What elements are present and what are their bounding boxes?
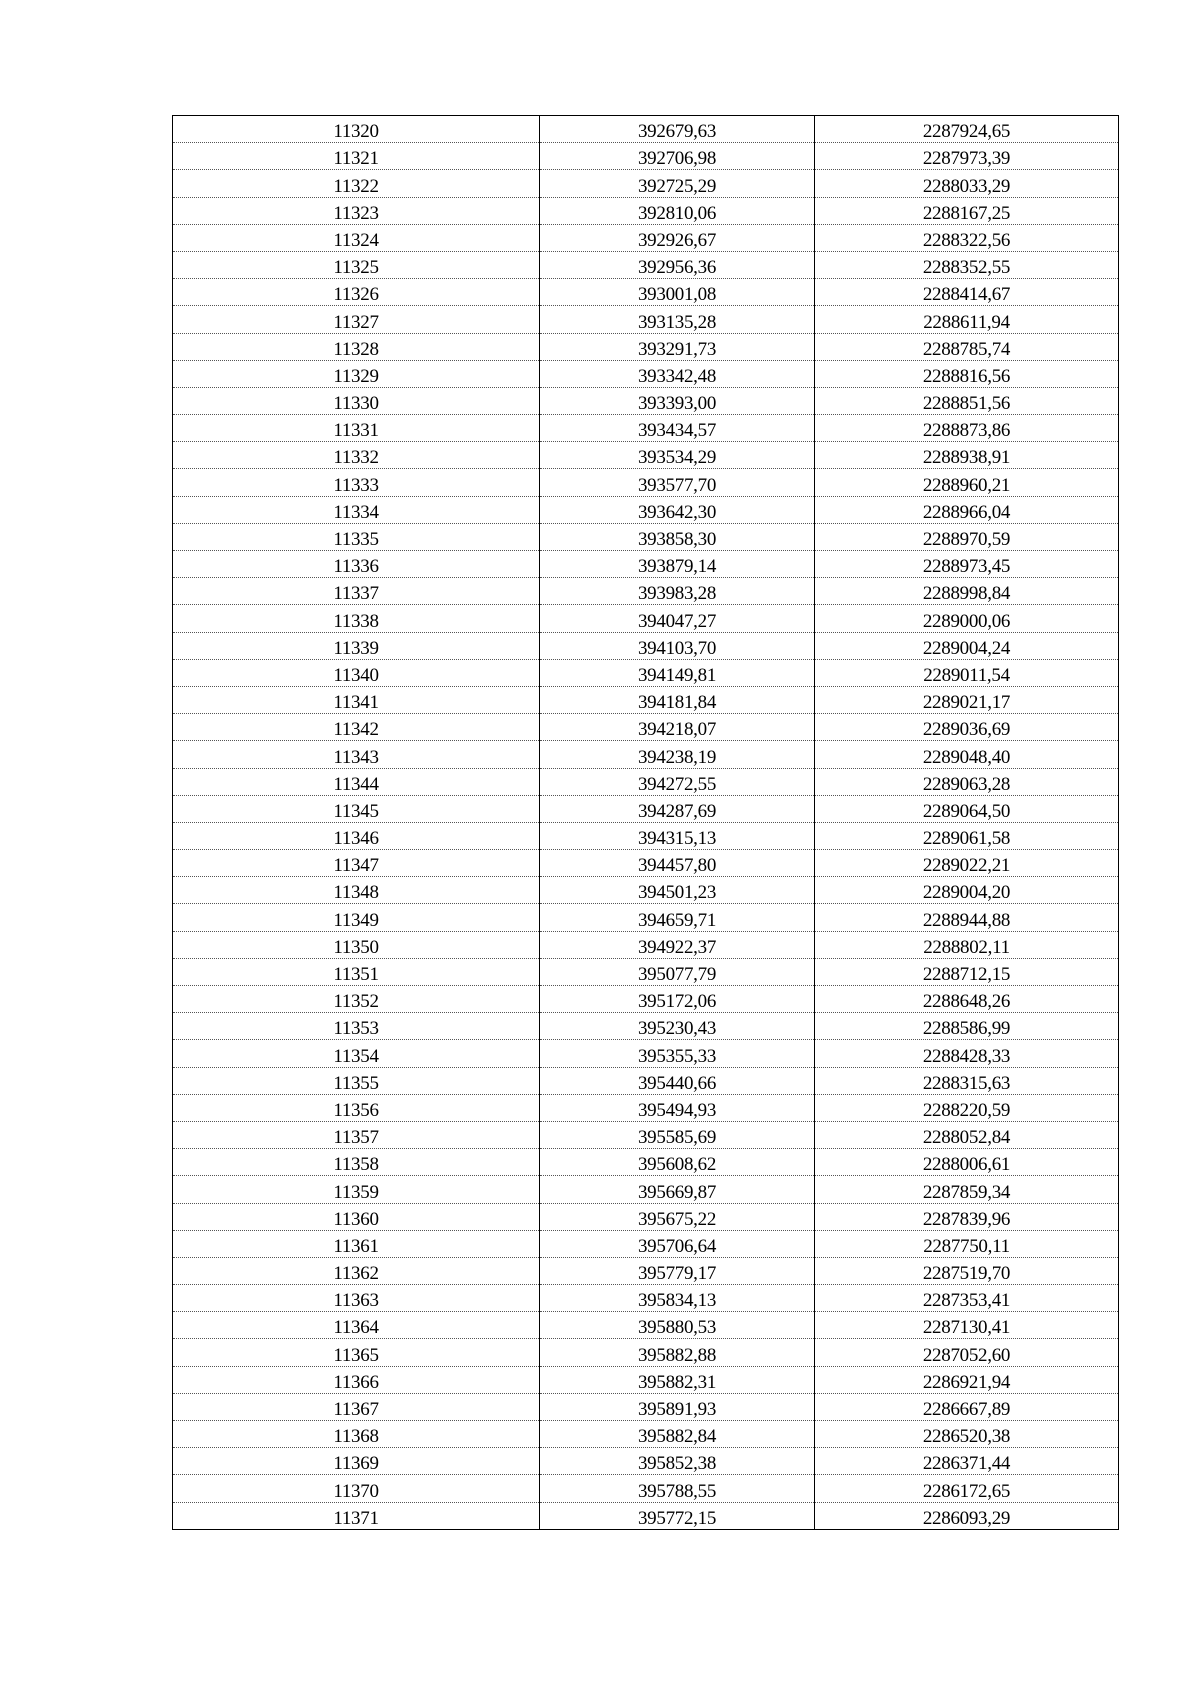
point-number-cell: 11334: [173, 496, 540, 523]
point-number-cell: 11360: [173, 1203, 540, 1230]
table-row: [173, 1448, 1119, 1475]
x-coordinate-cell: 395669,87: [540, 1176, 815, 1203]
table-row: [173, 1230, 1119, 1257]
x-coordinate-cell: 394218,07: [540, 714, 815, 741]
y-coordinate-cell: 2286520,38: [815, 1421, 1119, 1448]
x-coordinate-cell: 394238,19: [540, 741, 815, 768]
x-coordinate-cell: 395880,53: [540, 1312, 815, 1339]
point-number-cell: 11355: [173, 1067, 540, 1094]
y-coordinate-cell: 2287750,11: [815, 1230, 1119, 1257]
table-row: [173, 387, 1119, 414]
table-row: [173, 1393, 1119, 1420]
point-number-cell: 11324: [173, 224, 540, 251]
point-number-cell: 11320: [173, 116, 540, 143]
point-number-cell: 11321: [173, 143, 540, 170]
x-coordinate-cell: 393434,57: [540, 415, 815, 442]
y-coordinate-cell: 2288785,74: [815, 333, 1119, 360]
table-row: [173, 1121, 1119, 1148]
y-coordinate-cell: 2289004,20: [815, 877, 1119, 904]
x-coordinate-cell: 395779,17: [540, 1257, 815, 1284]
y-coordinate-cell: 2288315,63: [815, 1067, 1119, 1094]
y-coordinate-cell: 2289004,24: [815, 632, 1119, 659]
x-coordinate-cell: 395230,43: [540, 1013, 815, 1040]
x-coordinate-cell: 395077,79: [540, 958, 815, 985]
x-coordinate-cell: 392926,67: [540, 224, 815, 251]
y-coordinate-cell: 2288648,26: [815, 986, 1119, 1013]
table-row: [173, 578, 1119, 605]
point-number-cell: 11363: [173, 1285, 540, 1312]
point-number-cell: 11365: [173, 1339, 540, 1366]
table-row: [173, 415, 1119, 442]
y-coordinate-cell: 2288052,84: [815, 1121, 1119, 1148]
point-number-cell: 11368: [173, 1421, 540, 1448]
point-number-cell: 11347: [173, 850, 540, 877]
point-number-cell: 11371: [173, 1502, 540, 1529]
point-number-cell: 11325: [173, 251, 540, 278]
table-row: [173, 279, 1119, 306]
table-row: [173, 170, 1119, 197]
y-coordinate-cell: 2288944,88: [815, 904, 1119, 931]
table-row: [173, 1502, 1119, 1529]
y-coordinate-cell: 2288712,15: [815, 958, 1119, 985]
y-coordinate-cell: 2286172,65: [815, 1475, 1119, 1502]
x-coordinate-cell: 394315,13: [540, 822, 815, 849]
table-row: [173, 958, 1119, 985]
x-coordinate-cell: 393534,29: [540, 442, 815, 469]
table-row: [173, 306, 1119, 333]
table-row: [173, 931, 1119, 958]
table-row: [173, 333, 1119, 360]
y-coordinate-cell: 2288973,45: [815, 551, 1119, 578]
table-row: [173, 795, 1119, 822]
point-number-cell: 11338: [173, 605, 540, 632]
point-number-cell: 11370: [173, 1475, 540, 1502]
x-coordinate-cell: 395882,31: [540, 1366, 815, 1393]
x-coordinate-cell: 394501,23: [540, 877, 815, 904]
point-number-cell: 11356: [173, 1094, 540, 1121]
table-row: [173, 632, 1119, 659]
point-number-cell: 11357: [173, 1121, 540, 1148]
table-row: [173, 224, 1119, 251]
y-coordinate-cell: 2289021,17: [815, 686, 1119, 713]
x-coordinate-cell: 395440,66: [540, 1067, 815, 1094]
point-number-cell: 11364: [173, 1312, 540, 1339]
x-coordinate-cell: 394659,71: [540, 904, 815, 931]
point-number-cell: 11354: [173, 1040, 540, 1067]
point-number-cell: 11330: [173, 387, 540, 414]
point-number-cell: 11332: [173, 442, 540, 469]
y-coordinate-cell: 2287519,70: [815, 1257, 1119, 1284]
x-coordinate-cell: 395494,93: [540, 1094, 815, 1121]
table-row: [173, 1475, 1119, 1502]
x-coordinate-cell: 394287,69: [540, 795, 815, 822]
x-coordinate-cell: 392810,06: [540, 197, 815, 224]
y-coordinate-cell: 2288352,55: [815, 251, 1119, 278]
y-coordinate-cell: 2288966,04: [815, 496, 1119, 523]
point-number-cell: 11322: [173, 170, 540, 197]
point-number-cell: 11343: [173, 741, 540, 768]
y-coordinate-cell: 2287052,60: [815, 1339, 1119, 1366]
table-row: [173, 1149, 1119, 1176]
y-coordinate-cell: 2289000,06: [815, 605, 1119, 632]
point-number-cell: 11349: [173, 904, 540, 931]
x-coordinate-cell: 395772,15: [540, 1502, 815, 1529]
point-number-cell: 11333: [173, 469, 540, 496]
y-coordinate-cell: 2286921,94: [815, 1366, 1119, 1393]
y-coordinate-cell: 2287839,96: [815, 1203, 1119, 1230]
point-number-cell: 11340: [173, 659, 540, 686]
table-row: [173, 360, 1119, 387]
table-row: [173, 822, 1119, 849]
point-number-cell: 11341: [173, 686, 540, 713]
table-row: [173, 496, 1119, 523]
x-coordinate-cell: 395355,33: [540, 1040, 815, 1067]
x-coordinate-cell: 395706,64: [540, 1230, 815, 1257]
table-row: [173, 1257, 1119, 1284]
table-row: [173, 251, 1119, 278]
table-row: [173, 686, 1119, 713]
y-coordinate-cell: 2288851,56: [815, 387, 1119, 414]
point-number-cell: 11361: [173, 1230, 540, 1257]
table-row: [173, 116, 1119, 143]
table-row: [173, 143, 1119, 170]
y-coordinate-cell: 2288322,56: [815, 224, 1119, 251]
table-row: [173, 442, 1119, 469]
point-number-cell: 11328: [173, 333, 540, 360]
y-coordinate-cell: 2288167,25: [815, 197, 1119, 224]
x-coordinate-cell: 394272,55: [540, 768, 815, 795]
point-number-cell: 11362: [173, 1257, 540, 1284]
table-row: [173, 1421, 1119, 1448]
coordinate-table: [172, 115, 1119, 1530]
point-number-cell: 11327: [173, 306, 540, 333]
coordinate-table-body: [173, 116, 1119, 1530]
x-coordinate-cell: 392956,36: [540, 251, 815, 278]
y-coordinate-cell: 2286667,89: [815, 1393, 1119, 1420]
y-coordinate-cell: 2288970,59: [815, 523, 1119, 550]
x-coordinate-cell: 392706,98: [540, 143, 815, 170]
point-number-cell: 11358: [173, 1149, 540, 1176]
table-row: [173, 197, 1119, 224]
x-coordinate-cell: 395891,93: [540, 1393, 815, 1420]
y-coordinate-cell: 2289064,50: [815, 795, 1119, 822]
y-coordinate-cell: 2289063,28: [815, 768, 1119, 795]
table-row: [173, 1013, 1119, 1040]
y-coordinate-cell: 2287353,41: [815, 1285, 1119, 1312]
y-coordinate-cell: 2288873,86: [815, 415, 1119, 442]
point-number-cell: 11351: [173, 958, 540, 985]
y-coordinate-cell: 2288586,99: [815, 1013, 1119, 1040]
table-row: [173, 850, 1119, 877]
x-coordinate-cell: 394457,80: [540, 850, 815, 877]
table-row: [173, 469, 1119, 496]
x-coordinate-cell: 393577,70: [540, 469, 815, 496]
point-number-cell: 11366: [173, 1366, 540, 1393]
y-coordinate-cell: 2288611,94: [815, 306, 1119, 333]
table-row: [173, 1339, 1119, 1366]
x-coordinate-cell: 394149,81: [540, 659, 815, 686]
y-coordinate-cell: 2288414,67: [815, 279, 1119, 306]
x-coordinate-cell: 395882,84: [540, 1421, 815, 1448]
x-coordinate-cell: 392679,63: [540, 116, 815, 143]
table-row: [173, 1366, 1119, 1393]
point-number-cell: 11344: [173, 768, 540, 795]
y-coordinate-cell: 2288816,56: [815, 360, 1119, 387]
x-coordinate-cell: 392725,29: [540, 170, 815, 197]
point-number-cell: 11350: [173, 931, 540, 958]
table-row: [173, 1040, 1119, 1067]
x-coordinate-cell: 395675,22: [540, 1203, 815, 1230]
x-coordinate-cell: 393291,73: [540, 333, 815, 360]
y-coordinate-cell: 2289011,54: [815, 659, 1119, 686]
point-number-cell: 11346: [173, 822, 540, 849]
x-coordinate-cell: 393001,08: [540, 279, 815, 306]
x-coordinate-cell: 394181,84: [540, 686, 815, 713]
table-row: [173, 714, 1119, 741]
y-coordinate-cell: 2288220,59: [815, 1094, 1119, 1121]
y-coordinate-cell: 2288802,11: [815, 931, 1119, 958]
x-coordinate-cell: 393642,30: [540, 496, 815, 523]
table-row: [173, 1285, 1119, 1312]
point-number-cell: 11345: [173, 795, 540, 822]
x-coordinate-cell: 393858,30: [540, 523, 815, 550]
table-row: [173, 523, 1119, 550]
y-coordinate-cell: 2287859,34: [815, 1176, 1119, 1203]
x-coordinate-cell: 395585,69: [540, 1121, 815, 1148]
x-coordinate-cell: 395852,38: [540, 1448, 815, 1475]
y-coordinate-cell: 2287130,41: [815, 1312, 1119, 1339]
y-coordinate-cell: 2287973,39: [815, 143, 1119, 170]
x-coordinate-cell: 395834,13: [540, 1285, 815, 1312]
point-number-cell: 11329: [173, 360, 540, 387]
point-number-cell: 11359: [173, 1176, 540, 1203]
x-coordinate-cell: 393393,00: [540, 387, 815, 414]
y-coordinate-cell: 2288938,91: [815, 442, 1119, 469]
point-number-cell: 11337: [173, 578, 540, 605]
x-coordinate-cell: 395172,06: [540, 986, 815, 1013]
point-number-cell: 11335: [173, 523, 540, 550]
table-row: [173, 1312, 1119, 1339]
y-coordinate-cell: 2288998,84: [815, 578, 1119, 605]
x-coordinate-cell: 395788,55: [540, 1475, 815, 1502]
point-number-cell: 11342: [173, 714, 540, 741]
y-coordinate-cell: 2289061,58: [815, 822, 1119, 849]
point-number-cell: 11326: [173, 279, 540, 306]
point-number-cell: 11367: [173, 1393, 540, 1420]
table-row: [173, 741, 1119, 768]
table-row: [173, 1067, 1119, 1094]
x-coordinate-cell: 395882,88: [540, 1339, 815, 1366]
point-number-cell: 11339: [173, 632, 540, 659]
table-row: [173, 1203, 1119, 1230]
table-row: [173, 904, 1119, 931]
point-number-cell: 11323: [173, 197, 540, 224]
y-coordinate-cell: 2288033,29: [815, 170, 1119, 197]
y-coordinate-cell: 2289036,69: [815, 714, 1119, 741]
y-coordinate-cell: 2287924,65: [815, 116, 1119, 143]
table-row: [173, 605, 1119, 632]
x-coordinate-cell: 393135,28: [540, 306, 815, 333]
y-coordinate-cell: 2289022,21: [815, 850, 1119, 877]
x-coordinate-cell: 393342,48: [540, 360, 815, 387]
x-coordinate-cell: 393983,28: [540, 578, 815, 605]
x-coordinate-cell: 393879,14: [540, 551, 815, 578]
point-number-cell: 11336: [173, 551, 540, 578]
point-number-cell: 11348: [173, 877, 540, 904]
x-coordinate-cell: 394103,70: [540, 632, 815, 659]
table-row: [173, 1176, 1119, 1203]
point-number-cell: 11331: [173, 415, 540, 442]
point-number-cell: 11369: [173, 1448, 540, 1475]
x-coordinate-cell: 394047,27: [540, 605, 815, 632]
table-row: [173, 986, 1119, 1013]
y-coordinate-cell: 2288428,33: [815, 1040, 1119, 1067]
table-row: [173, 768, 1119, 795]
table-row: [173, 551, 1119, 578]
y-coordinate-cell: 2289048,40: [815, 741, 1119, 768]
y-coordinate-cell: 2286093,29: [815, 1502, 1119, 1529]
y-coordinate-cell: 2288006,61: [815, 1149, 1119, 1176]
table-row: [173, 877, 1119, 904]
point-number-cell: 11353: [173, 1013, 540, 1040]
x-coordinate-cell: 395608,62: [540, 1149, 815, 1176]
table-row: [173, 1094, 1119, 1121]
x-coordinate-cell: 394922,37: [540, 931, 815, 958]
table-row: [173, 659, 1119, 686]
point-number-cell: 11352: [173, 986, 540, 1013]
y-coordinate-cell: 2286371,44: [815, 1448, 1119, 1475]
y-coordinate-cell: 2288960,21: [815, 469, 1119, 496]
